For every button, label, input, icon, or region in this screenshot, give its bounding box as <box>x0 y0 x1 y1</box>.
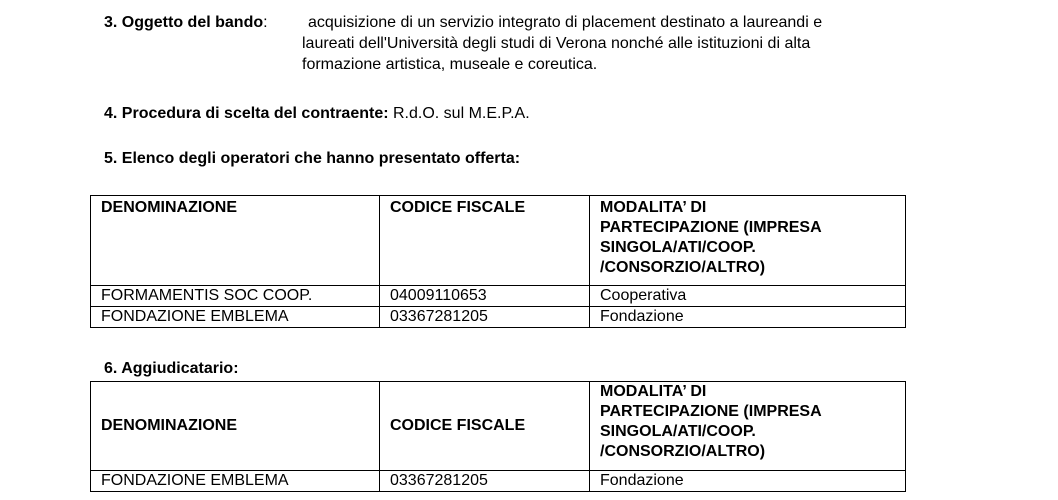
section-3 <box>104 12 1004 73</box>
section-3-label: 3. Oggetto del bando <box>104 14 264 31</box>
section-3-line-2: laureati dell'Università degli studi di Verona nonché alle istituzioni di alta <box>302 35 811 52</box>
offer-denominazione: FONDAZIONE EMBLEMA <box>91 307 380 328</box>
winner-header-denominazione: DENOMINAZIONE <box>91 382 380 471</box>
section-4 <box>104 103 530 124</box>
offers-header-modalita-line: MODALITA’ DI <box>600 199 707 216</box>
section-6-label: 6. Aggiudicatario: <box>104 360 239 377</box>
table-row <box>91 286 906 307</box>
offer-codice-fiscale: 04009110653 <box>380 286 590 307</box>
offers-header-modalita-line: SINGOLA/ATI/COOP. <box>600 239 756 256</box>
winner-header-modalita-line: SINGOLA/ATI/COOP. <box>600 423 756 440</box>
winner-header-modalita <box>590 382 906 471</box>
offers-header-modalita-line: /CONSORZIO/ALTRO) <box>600 259 766 276</box>
winner-modalita: Fondazione <box>590 471 906 492</box>
offers-table <box>90 195 906 328</box>
offer-modalita: Cooperativa <box>590 286 906 307</box>
winner-header-codice-fiscale: CODICE FISCALE <box>380 382 590 471</box>
winner-header-modalita-line: PARTECIPAZIONE (IMPRESA <box>600 403 822 420</box>
offers-header-denominazione: DENOMINAZIONE <box>91 196 380 286</box>
table-row <box>91 307 906 328</box>
winner-header-modalita-line: MODALITA’ DI <box>600 383 707 400</box>
offers-header-codice-fiscale: CODICE FISCALE <box>380 196 590 286</box>
section-3-line-3: formazione artistica, museale e coreutica. <box>302 56 598 73</box>
winner-table-header-row <box>91 382 906 471</box>
offers-table-header-row <box>91 196 906 286</box>
section-5-label: 5. Elenco degli operatori che hanno presentato offerta: <box>104 150 521 167</box>
offers-header-modalita <box>590 196 906 286</box>
winner-header-modalita-line: /CONSORZIO/ALTRO) <box>600 443 766 460</box>
winner-table <box>90 381 906 492</box>
section-3-separator: : <box>263 14 268 31</box>
section-4-label: 4. Procedura di scelta del contraente: <box>104 105 389 122</box>
winner-codice-fiscale: 03367281205 <box>380 471 590 492</box>
offers-header-modalita-line: PARTECIPAZIONE (IMPRESA <box>600 219 822 236</box>
section-3-description <box>302 12 1002 75</box>
section-3-line-1: acquisizione di un servizio integrato di placement destinato a laureandi e <box>308 14 823 31</box>
offer-denominazione: FORMAMENTIS SOC COOP. <box>91 286 380 307</box>
table-row <box>91 471 906 492</box>
offer-codice-fiscale: 03367281205 <box>380 307 590 328</box>
section-4-value: R.d.O. sul M.E.P.A. <box>393 105 530 122</box>
offer-modalita: Fondazione <box>590 307 906 328</box>
winner-denominazione: FONDAZIONE EMBLEMA <box>91 471 380 492</box>
